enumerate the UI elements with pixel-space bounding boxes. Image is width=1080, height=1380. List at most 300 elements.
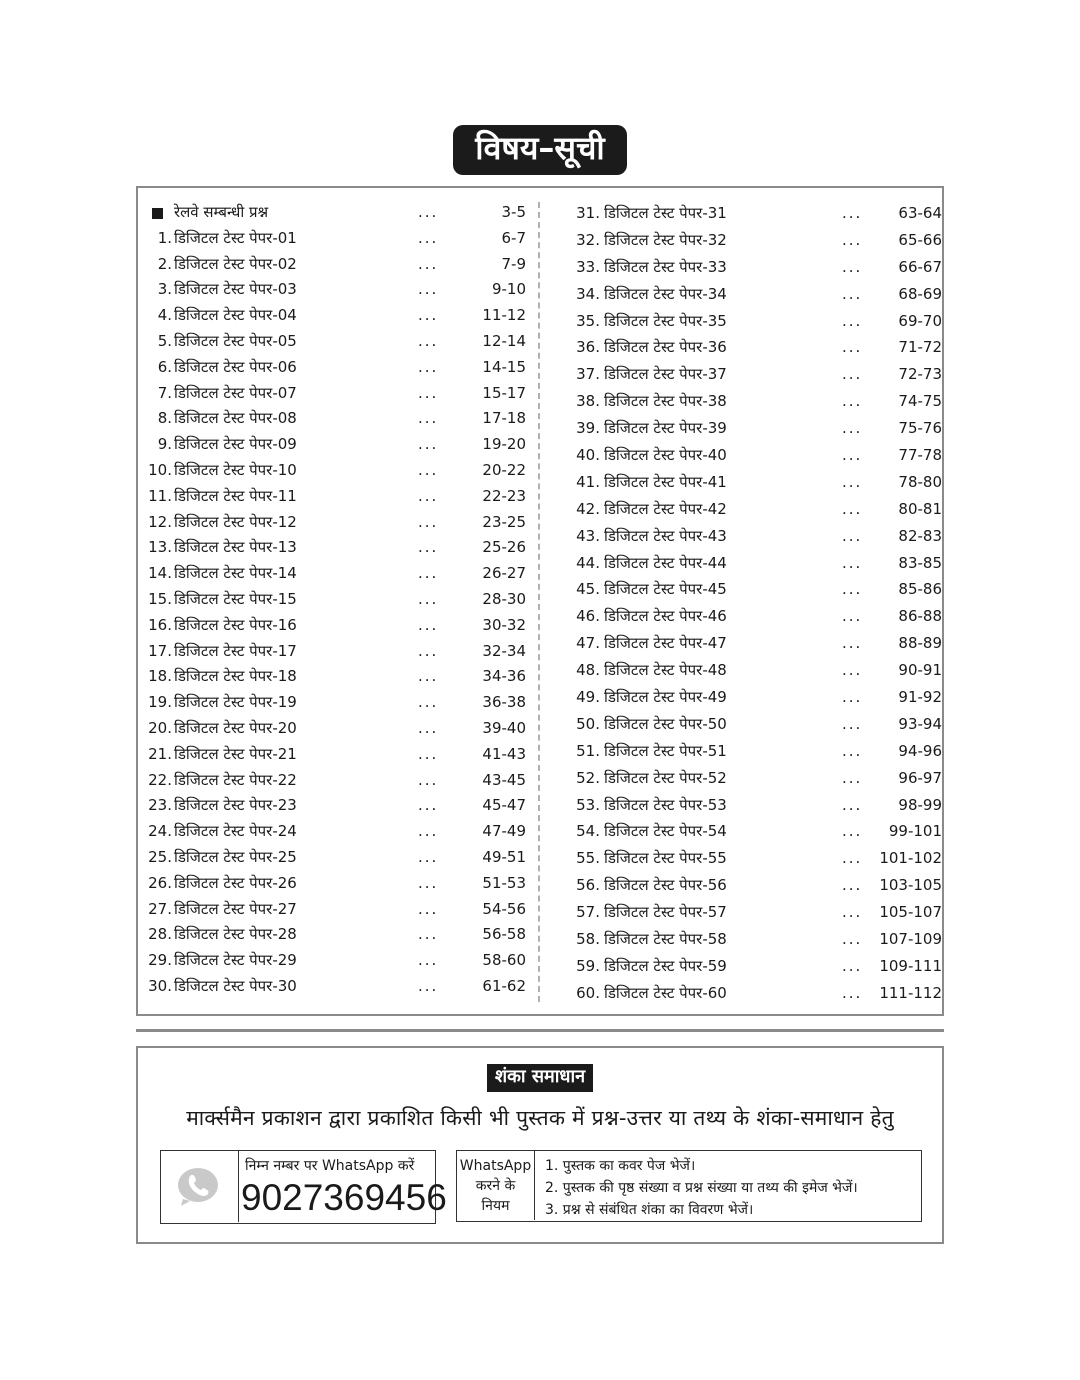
toc-row-number: 35. [576, 311, 600, 330]
toc-row-dots: ... [842, 876, 863, 895]
toc-row-pages: 56-58 [482, 925, 526, 944]
toc-row-label: डिजिटल टेस्ट पेपर-03 [174, 280, 297, 299]
rules-list [545, 1155, 858, 1221]
toc-row-dots: ... [842, 580, 863, 599]
toc-row-number: 21. [148, 744, 172, 763]
toc-row-dots: ... [418, 538, 439, 557]
toc-row-label: डिजिटल टेस्ट पेपर-52 [604, 768, 727, 787]
rules-heading-line: नियम [481, 1198, 510, 1214]
toc-row-dots: ... [418, 357, 439, 376]
toc-row-dots: ... [842, 499, 863, 518]
toc-row-label: डिजिटल टेस्ट पेपर-59 [604, 956, 727, 975]
toc-row-label: डिजिटल टेस्ट पेपर-32 [604, 230, 727, 249]
toc-row-pages: 109-111 [879, 956, 942, 975]
toc-row-dots: ... [842, 930, 863, 949]
toc-row-number: 27. [148, 899, 172, 918]
toc-row-dots: ... [418, 615, 439, 634]
toc-row-dots: ... [842, 472, 863, 491]
toc-row-pages: 23-25 [482, 512, 526, 531]
toc-row-pages: 111-112 [879, 983, 942, 1002]
toc-row [576, 254, 942, 281]
whatsapp-contact-box [160, 1150, 447, 1224]
toc-row-pages: 17-18 [482, 409, 526, 428]
toc-row-dots: ... [418, 899, 439, 918]
toc-row-dots: ... [418, 306, 439, 325]
toc-row-number: 9. [157, 435, 172, 454]
toc-row-number: 51. [576, 741, 600, 760]
toc-row-number: 37. [576, 365, 600, 384]
toc-row-number: 49. [576, 688, 600, 707]
toc-row [146, 303, 526, 329]
toc-row-pages: 58-60 [482, 951, 526, 970]
toc-row-pages: 74-75 [898, 392, 942, 411]
toc-row-dots: ... [842, 768, 863, 787]
toc-row-pages: 7-9 [501, 254, 526, 273]
rule-item: 2. पुस्तक की पृष्ठ संख्या व प्रश्न संख्या या तथ्य की इमेज भेजें। [545, 1180, 858, 1196]
toc-row-label: डिजिटल टेस्ट पेपर-39 [604, 419, 727, 438]
toc-row-pages: 20-22 [482, 460, 526, 479]
toc-row-number: 1. [157, 228, 172, 247]
toc-row-dots: ... [418, 486, 439, 505]
toc-row [576, 872, 942, 899]
toc-row [146, 639, 526, 665]
toc-row-pages: 96-97 [898, 768, 942, 787]
toc-row-label: डिजिटल टेस्ट पेपर-45 [604, 580, 727, 599]
toc-row-pages: 72-73 [898, 365, 942, 384]
toc-row [146, 664, 526, 690]
toc-row-label: डिजिटल टेस्ट पेपर-23 [174, 796, 297, 815]
toc-row-label: डिजिटल टेस्ट पेपर-01 [174, 228, 297, 247]
toc-row-dots: ... [418, 589, 439, 608]
toc-row-dots: ... [842, 230, 863, 249]
toc-row-label: डिजिटल टेस्ट पेपर-42 [604, 499, 727, 518]
toc-row-pages: 39-40 [482, 718, 526, 737]
toc-row-pages: 99-101 [888, 822, 942, 841]
toc-row-pages: 91-92 [898, 688, 942, 707]
toc-row-label: डिजिटल टेस्ट पेपर-22 [174, 770, 297, 789]
toc-row-dots: ... [842, 983, 863, 1002]
whatsapp-icon [175, 1165, 221, 1207]
toc-row-label: डिजिटल टेस्ट पेपर-51 [604, 741, 727, 760]
toc-row-pages: 36-38 [482, 693, 526, 712]
toc-row [576, 523, 942, 550]
toc-row [576, 469, 942, 496]
toc-row-dots: ... [418, 228, 439, 247]
page-title: विषय–सूची [453, 125, 626, 175]
toc-row-label: डिजिटल टेस्ट पेपर-25 [174, 847, 297, 866]
toc-row-label: डिजिटल टेस्ट पेपर-07 [174, 383, 297, 402]
toc-row-dots: ... [418, 203, 439, 221]
toc-row-pages: 86-88 [898, 607, 942, 626]
toc-row-number: 25. [148, 847, 172, 866]
toc-row-number: 47. [576, 634, 600, 653]
toc-row-pages: 78-80 [898, 472, 942, 491]
toc-row-label: डिजिटल टेस्ट पेपर-28 [174, 925, 297, 944]
toc-row-number: 53. [576, 795, 600, 814]
toc-row-label: रेलवे सम्बन्धी प्रश्न [174, 203, 269, 221]
toc-row-dots: ... [418, 460, 439, 479]
toc-row-label: डिजिटल टेस्ट पेपर-08 [174, 409, 297, 428]
toc-row [146, 871, 526, 897]
toc-row-number: 58. [576, 930, 600, 949]
toc-row-label: डिजिटल टेस्ट पेपर-13 [174, 538, 297, 557]
toc-row [146, 948, 526, 974]
rules-heading-line: करने के [475, 1178, 516, 1194]
toc-row [146, 716, 526, 742]
toc-row-number: 2. [157, 254, 172, 273]
toc-row [576, 657, 942, 684]
toc-row [576, 281, 942, 308]
toc-row-number: 54. [576, 822, 600, 841]
toc-row [576, 953, 942, 980]
toc-row-dots: ... [842, 822, 863, 841]
whatsapp-icon-cell [161, 1151, 239, 1222]
toc-row-dots: ... [418, 796, 439, 815]
toc-row-pages: 25-26 [482, 538, 526, 557]
toc-row-label: डिजिटल टेस्ट पेपर-21 [174, 744, 297, 763]
toc-row-number: 18. [148, 667, 172, 686]
toc-row-label: डिजिटल टेस्ट पेपर-38 [604, 392, 727, 411]
toc-row-pages: 61-62 [482, 976, 526, 995]
toc-row-pages: 85-86 [898, 580, 942, 599]
toc-row-number: 11. [148, 486, 172, 505]
toc-row-pages: 14-15 [482, 357, 526, 376]
toc-row-pages: 54-56 [482, 899, 526, 918]
toc-row [146, 897, 526, 923]
toc-row [146, 329, 526, 355]
toc-row-label: डिजिटल टेस्ट पेपर-44 [604, 553, 727, 572]
toc-row-pages: 77-78 [898, 446, 942, 465]
help-box [136, 1046, 944, 1244]
toc-row-number: 42. [576, 499, 600, 518]
toc-row-number: 19. [148, 693, 172, 712]
help-subtitle: मार्क्समैन प्रकाशन द्वारा प्रकाशित किसी भी पुस्तक में प्रश्न-उत्तर या तथ्य के शंका-समाधान हेतु [186, 1106, 894, 1130]
toc-row-dots: ... [418, 951, 439, 970]
toc-row [146, 226, 526, 252]
toc-row-label: डिजिटल टेस्ट पेपर-06 [174, 357, 297, 376]
toc-row [146, 381, 526, 407]
toc-row [576, 792, 942, 819]
toc-row-label: डिजिटल टेस्ट पेपर-35 [604, 311, 727, 330]
toc-row-dots: ... [418, 718, 439, 737]
toc-row [146, 742, 526, 768]
toc-row-label: डिजिटल टेस्ट पेपर-55 [604, 849, 727, 868]
toc-row-number: 46. [576, 607, 600, 626]
toc-row-label: डिजिटल टेस्ट पेपर-04 [174, 306, 297, 325]
rule-item: 3. प्रश्न से संबंधित शंका का विवरण भेजें। [545, 1202, 754, 1218]
toc-row-number: 22. [148, 770, 172, 789]
toc-row-pages: 30-32 [482, 615, 526, 634]
toc-row-dots: ... [842, 741, 863, 760]
toc-row-pages: 26-27 [482, 564, 526, 583]
toc-row-dots: ... [842, 553, 863, 572]
toc-row-pages: 93-94 [898, 714, 942, 733]
rule-item: 1. पुस्तक का कवर पेज भेजें। [545, 1158, 696, 1174]
toc-row-pages: 66-67 [898, 257, 942, 276]
toc-row-dots: ... [418, 693, 439, 712]
toc-row [146, 510, 526, 536]
toc-row [146, 200, 526, 226]
toc-row-number: 31. [576, 204, 600, 222]
toc-row-dots: ... [418, 925, 439, 944]
toc-row-number: 40. [576, 446, 600, 465]
toc-row-dots: ... [418, 409, 439, 428]
toc-row-number: 34. [576, 284, 600, 303]
toc-row-label: डिजिटल टेस्ट पेपर-41 [604, 472, 727, 491]
toc-row-label: डिजिटल टेस्ट पेपर-29 [174, 951, 297, 970]
toc-row-number: 28. [148, 925, 172, 944]
toc-row [146, 458, 526, 484]
toc-row-dots: ... [418, 254, 439, 273]
toc-row-label: डिजिटल टेस्ट पेपर-05 [174, 331, 297, 350]
toc-row [146, 793, 526, 819]
toc-box [136, 186, 944, 1016]
toc-row-label: डिजिटल टेस्ट पेपर-02 [174, 254, 297, 273]
toc-row-dots: ... [842, 795, 863, 814]
toc-row [576, 818, 942, 845]
toc-row [146, 845, 526, 871]
toc-row-label: डिजिटल टेस्ट पेपर-09 [174, 435, 297, 454]
toc-row-label: डिजिटल टेस्ट पेपर-48 [604, 661, 727, 680]
toc-row-number: 60. [576, 983, 600, 1002]
toc-row-dots: ... [418, 976, 439, 995]
rules-heading-line: WhatsApp [459, 1158, 532, 1174]
toc-row-number: 6. [157, 357, 172, 376]
toc-row-dots: ... [418, 873, 439, 892]
toc-column-right [576, 200, 942, 1007]
toc-row-label: डिजिटल टेस्ट पेपर-46 [604, 607, 727, 626]
toc-row-label: डिजिटल टेस्ट पेपर-26 [174, 873, 297, 892]
toc-row-number: 33. [576, 257, 600, 276]
toc-row-pages: 105-107 [879, 903, 942, 922]
toc-row-pages: 15-17 [482, 383, 526, 402]
toc-row-label: डिजिटल टेस्ट पेपर-37 [604, 365, 727, 384]
toc-row-pages: 80-81 [898, 499, 942, 518]
toc-row [146, 922, 526, 948]
toc-row-pages: 19-20 [482, 435, 526, 454]
toc-row-dots: ... [842, 446, 863, 465]
toc-row-pages: 49-51 [482, 847, 526, 866]
toc-row-dots: ... [842, 311, 863, 330]
toc-row-dots: ... [842, 714, 863, 733]
toc-row-pages: 22-23 [482, 486, 526, 505]
toc-row-dots: ... [418, 331, 439, 350]
toc-row-dots: ... [418, 641, 439, 660]
toc-row-label: डिजिटल टेस्ट पेपर-30 [174, 976, 297, 995]
toc-row-pages: 65-66 [898, 230, 942, 249]
toc-row [576, 576, 942, 603]
toc-row-number: 23. [148, 796, 172, 815]
toc-row-pages: 94-96 [898, 741, 942, 760]
toc-row [146, 690, 526, 716]
toc-row-dots: ... [842, 284, 863, 303]
toc-row-number: 8. [157, 409, 172, 428]
toc-row-number: 12. [148, 512, 172, 531]
toc-row-dots: ... [842, 956, 863, 975]
toc-row-pages: 101-102 [879, 849, 942, 868]
toc-row-pages: 47-49 [482, 822, 526, 841]
toc-row-pages: 71-72 [898, 338, 942, 357]
toc-row [146, 535, 526, 561]
toc-row [576, 334, 942, 361]
toc-row-label: डिजिटल टेस्ट पेपर-43 [604, 526, 727, 545]
toc-row-label: डिजिटल टेस्ट पेपर-17 [174, 641, 297, 660]
toc-row [146, 974, 526, 1000]
toc-row-label: डिजिटल टेस्ट पेपर-31 [604, 204, 727, 222]
toc-row-number: 48. [576, 661, 600, 680]
toc-row-label: डिजिटल टेस्ट पेपर-40 [604, 446, 727, 465]
toc-row-dots: ... [418, 564, 439, 583]
toc-row-pages: 107-109 [879, 930, 942, 949]
toc-row [576, 361, 942, 388]
toc-row-pages: 63-64 [898, 204, 942, 222]
toc-row-dots: ... [842, 204, 863, 222]
toc-row-number: 30. [148, 976, 172, 995]
toc-row-label: डिजिटल टेस्ट पेपर-11 [174, 486, 297, 505]
toc-row [576, 603, 942, 630]
toc-row-number: 52. [576, 768, 600, 787]
toc-row [146, 484, 526, 510]
toc-row-number: 59. [576, 956, 600, 975]
toc-row-label: डिजिटल टेस्ट पेपर-53 [604, 795, 727, 814]
toc-row-label: डिजिटल टेस्ट पेपर-24 [174, 822, 297, 841]
toc-row-number: 24. [148, 822, 172, 841]
separator-line [136, 1029, 944, 1032]
toc-row-label: डिजिटल टेस्ट पेपर-14 [174, 564, 297, 583]
toc-row-label: डिजिटल टेस्ट पेपर-58 [604, 930, 727, 949]
toc-row-pages: 51-53 [482, 873, 526, 892]
toc-row-label: डिजिटल टेस्ट पेपर-10 [174, 460, 297, 479]
toc-row-dots: ... [842, 338, 863, 357]
toc-row-pages: 34-36 [482, 667, 526, 686]
toc-row-pages: 41-43 [482, 744, 526, 763]
toc-row-label: डिजिटल टेस्ट पेपर-34 [604, 284, 727, 303]
toc-row-dots: ... [418, 822, 439, 841]
toc-row [576, 388, 942, 415]
toc-row-dots: ... [842, 903, 863, 922]
toc-row [576, 308, 942, 335]
toc-row-label: डिजिटल टेस्ट पेपर-56 [604, 876, 727, 895]
toc-row-label: डिजिटल टेस्ट पेपर-16 [174, 615, 297, 634]
toc-row-pages: 88-89 [898, 634, 942, 653]
toc-row-dots: ... [842, 392, 863, 411]
toc-row-number: 38. [576, 392, 600, 411]
square-bullet-icon [152, 208, 163, 219]
toc-row-pages: 11-12 [482, 306, 526, 325]
toc-row-dots: ... [418, 435, 439, 454]
toc-row-number: 3. [157, 280, 172, 299]
toc-row-dots: ... [842, 419, 863, 438]
toc-row-number: 29. [148, 951, 172, 970]
toc-row [576, 684, 942, 711]
toc-row-dots: ... [418, 512, 439, 531]
toc-row [576, 738, 942, 765]
toc-row-number: 39. [576, 419, 600, 438]
toc-row [576, 899, 942, 926]
toc-row-dots: ... [842, 607, 863, 626]
toc-row-pages: 98-99 [898, 795, 942, 814]
whatsapp-phone-number: 9027369456 [241, 1177, 447, 1218]
toc-row-label: डिजिटल टेस्ट पेपर-15 [174, 589, 297, 608]
toc-row-number: 14. [148, 564, 172, 583]
toc-row-number: 20. [148, 718, 172, 737]
toc-row-pages: 9-10 [491, 280, 526, 299]
toc-row-dots: ... [842, 849, 863, 868]
toc-row-number: 16. [148, 615, 172, 634]
toc-row [146, 432, 526, 458]
toc-row [146, 768, 526, 794]
toc-row-label: डिजिटल टेस्ट पेपर-20 [174, 718, 297, 737]
toc-row-number: 17. [148, 641, 172, 660]
toc-column-left [146, 200, 526, 1000]
toc-row [146, 561, 526, 587]
help-title-wrap [138, 1064, 942, 1092]
toc-row-label: डिजिटल टेस्ट पेपर-19 [174, 693, 297, 712]
toc-row-pages: 90-91 [898, 661, 942, 680]
toc-row-label: डिजिटल टेस्ट पेपर-33 [604, 257, 727, 276]
toc-row [146, 252, 526, 278]
toc-row-pages: 43-45 [482, 770, 526, 789]
toc-row-number: 36. [576, 338, 600, 357]
toc-row-dots: ... [842, 526, 863, 545]
toc-row-pages: 68-69 [898, 284, 942, 303]
toc-row-dots: ... [418, 847, 439, 866]
toc-row-pages: 103-105 [879, 876, 942, 895]
toc-row [576, 550, 942, 577]
whatsapp-instruction: निम्न नम्बर पर WhatsApp करें [245, 1158, 415, 1174]
toc-row [576, 200, 942, 227]
toc-row [146, 355, 526, 381]
toc-row [146, 277, 526, 303]
toc-row-number: 10. [148, 460, 172, 479]
toc-row-pages: 75-76 [898, 419, 942, 438]
toc-row-label: डिजिटल टेस्ट पेपर-50 [604, 714, 727, 733]
toc-row-number: 45. [576, 580, 600, 599]
toc-row-dots: ... [842, 661, 863, 680]
toc-row-number: 26. [148, 873, 172, 892]
toc-row-dots: ... [418, 280, 439, 299]
rules-heading [457, 1151, 535, 1220]
toc-row-pages: 82-83 [898, 526, 942, 545]
toc-row-dots: ... [842, 688, 863, 707]
toc-row-number: 56. [576, 876, 600, 895]
toc-row-dots: ... [418, 383, 439, 402]
toc-row [576, 496, 942, 523]
toc-row-number: 43. [576, 526, 600, 545]
toc-row [576, 845, 942, 872]
toc-row [576, 765, 942, 792]
toc-row-number: 50. [576, 714, 600, 733]
toc-row-number: 4. [157, 306, 172, 325]
toc-row-pages: 69-70 [898, 311, 942, 330]
toc-row-number: 44. [576, 553, 600, 572]
toc-row-label: डिजिटल टेस्ट पेपर-47 [604, 634, 727, 653]
toc-row-dots: ... [842, 365, 863, 384]
toc-row-number: 32. [576, 230, 600, 249]
toc-row-dots: ... [418, 744, 439, 763]
toc-row-number: 41. [576, 472, 600, 491]
toc-row [576, 442, 942, 469]
toc-row-pages: 3-5 [501, 203, 526, 221]
toc-row-label: डिजिटल टेस्ट पेपर-49 [604, 688, 727, 707]
toc-row-dots: ... [418, 770, 439, 789]
toc-row-dots: ... [418, 667, 439, 686]
whatsapp-rules-box [456, 1150, 922, 1222]
toc-row [146, 587, 526, 613]
help-title: शंका समाधान [487, 1064, 593, 1092]
toc-row-pages: 45-47 [482, 796, 526, 815]
toc-row [146, 406, 526, 432]
